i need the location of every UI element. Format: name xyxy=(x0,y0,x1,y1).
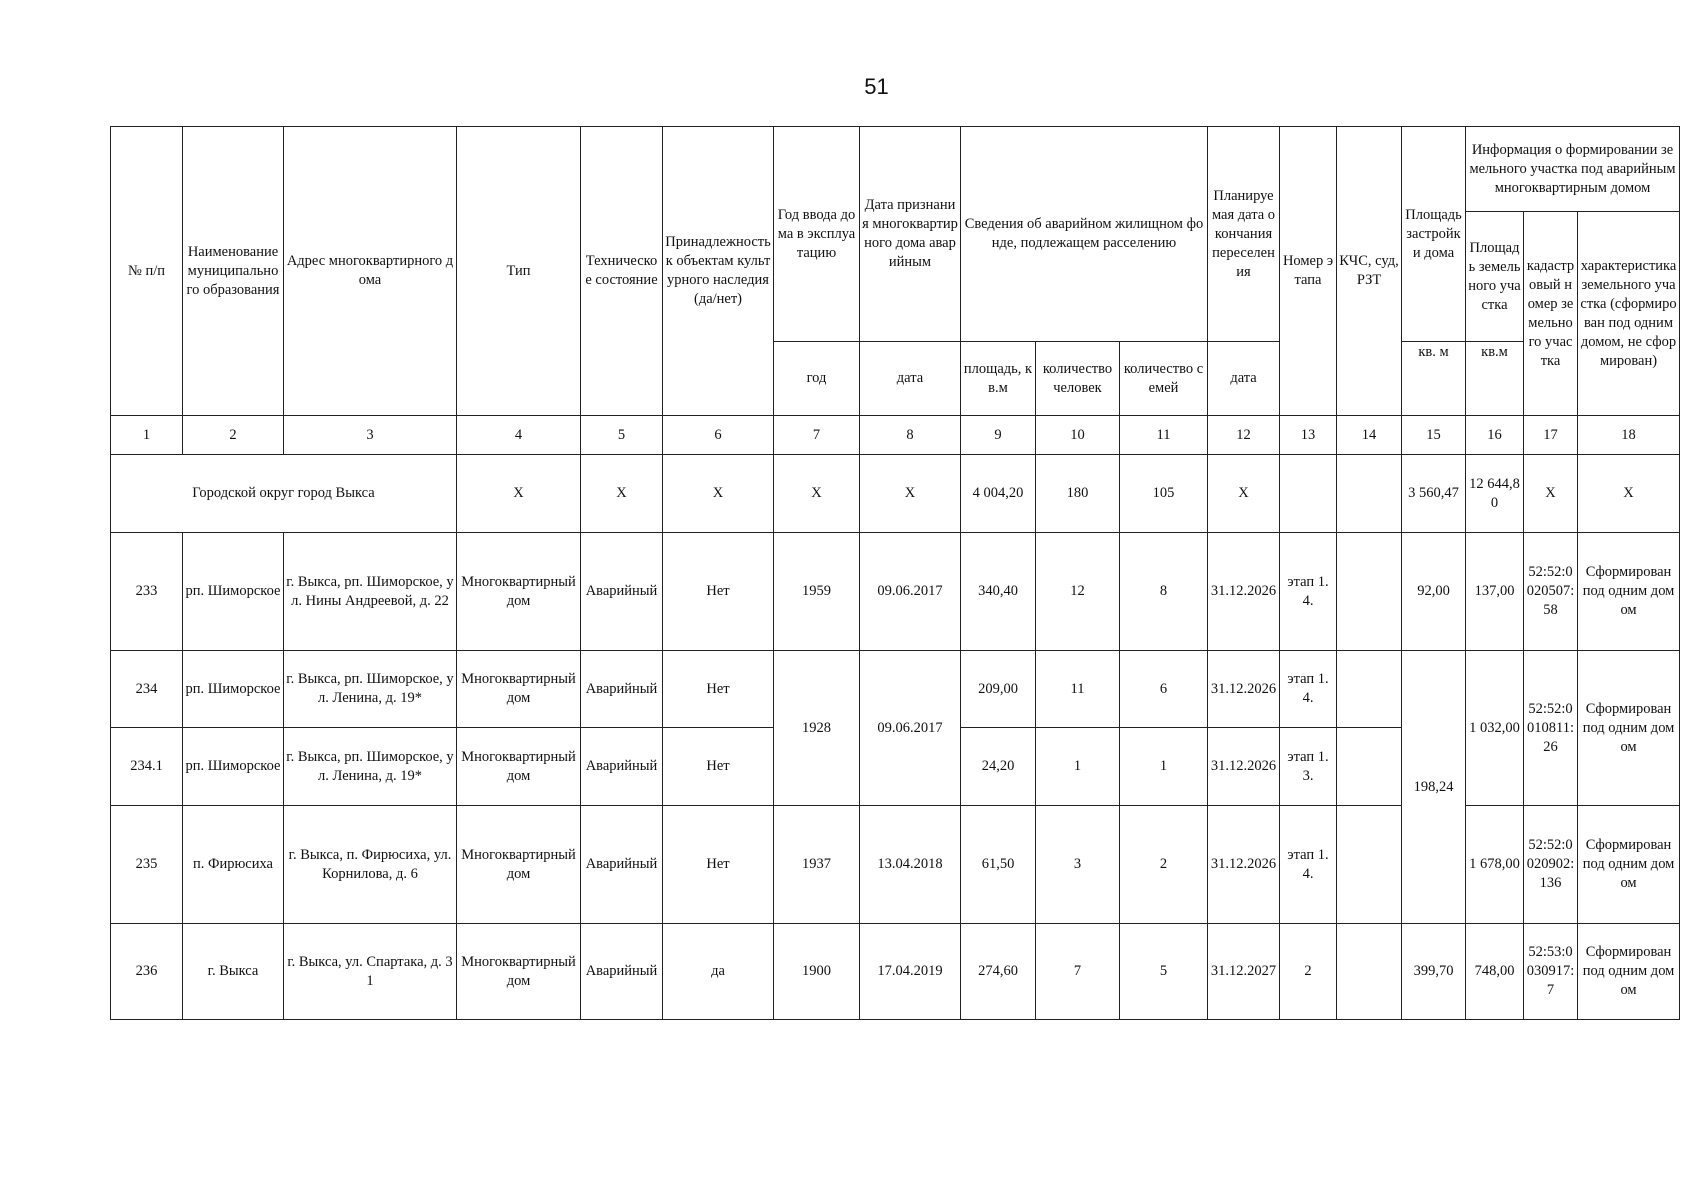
recognition-date: 17.04.2019 xyxy=(860,924,961,1020)
subheader-col-9: площадь, кв.м xyxy=(961,342,1036,416)
building-type: Многоквартирный дом xyxy=(457,728,581,806)
total-cell: X xyxy=(457,455,581,533)
recognition-date: 09.06.2017 xyxy=(860,651,961,806)
municipality: рп. Шиморское xyxy=(183,728,284,806)
total-people: 180 xyxy=(1036,455,1120,533)
land-characteristic: Сформирован под одним домом xyxy=(1578,806,1680,924)
area: 61,50 xyxy=(961,806,1036,924)
column-number: 10 xyxy=(1036,416,1120,455)
land-characteristic: Сформирован под одним домом xyxy=(1578,533,1680,651)
commission-year: 1937 xyxy=(774,806,860,924)
land-area: 137,00 xyxy=(1466,533,1524,651)
table-row xyxy=(111,924,1680,1020)
recognition-date: 13.04.2018 xyxy=(860,806,961,924)
technical-state: Аварийный xyxy=(581,806,663,924)
technical-state: Аварийный xyxy=(581,651,663,728)
people-count: 1 xyxy=(1036,728,1120,806)
people-count: 12 xyxy=(1036,533,1120,651)
column-number: 17 xyxy=(1524,416,1578,455)
subheader-col-10: количество человек xyxy=(1036,342,1120,416)
address: г. Выкса, рп. Шиморское, ул. Ленина, д. 19* xyxy=(284,651,457,728)
row-number: 233 xyxy=(111,533,183,651)
stage: этап 1.4. xyxy=(1280,806,1337,924)
people-count: 11 xyxy=(1036,651,1120,728)
total-land-area: 12 644,80 xyxy=(1466,455,1524,533)
total-cell xyxy=(1280,455,1337,533)
area: 274,60 xyxy=(961,924,1036,1020)
commission-year: 1959 xyxy=(774,533,860,651)
municipality: рп. Шиморское xyxy=(183,651,284,728)
column-number: 12 xyxy=(1208,416,1280,455)
subheader-col-8: дата xyxy=(860,342,961,416)
kchs xyxy=(1337,533,1402,651)
total-cell xyxy=(1337,455,1402,533)
table-row xyxy=(111,533,1680,651)
column-number: 15 xyxy=(1402,416,1466,455)
family-count: 1 xyxy=(1120,728,1208,806)
build-area: 399,70 xyxy=(1402,924,1466,1020)
land-area: 1 678,00 xyxy=(1466,806,1524,924)
header-col-9-11: Сведения об аварийном жилищном фонде, подлежащем расселению xyxy=(961,127,1208,342)
stage: этап 1.3. xyxy=(1280,728,1337,806)
build-area: 198,24 xyxy=(1402,651,1466,924)
technical-state: Аварийный xyxy=(581,533,663,651)
municipality: рп. Шиморское xyxy=(183,533,284,651)
build-area: 92,00 xyxy=(1402,533,1466,651)
header-col-3: Адрес многоквартирного дома xyxy=(284,127,457,416)
total-area: 4 004,20 xyxy=(961,455,1036,533)
land-area: 748,00 xyxy=(1466,924,1524,1020)
address: г. Выкса, рп. Шиморское, ул. Нины Андреевой, д. 22 xyxy=(284,533,457,651)
emergency-housing-table xyxy=(110,126,1680,1020)
column-number: 4 xyxy=(457,416,581,455)
family-count: 5 xyxy=(1120,924,1208,1020)
row-number: 234.1 xyxy=(111,728,183,806)
subheader-col-7: год xyxy=(774,342,860,416)
column-number: 5 xyxy=(581,416,663,455)
column-number: 14 xyxy=(1337,416,1402,455)
area: 24,20 xyxy=(961,728,1036,806)
cadastral-number: 52:52:0020902:136 xyxy=(1524,806,1578,924)
total-label: Городской округ город Выкса xyxy=(111,455,457,533)
header-col-12: Планируемая дата окончания переселения xyxy=(1208,127,1280,342)
header-col-1: № п/п xyxy=(111,127,183,416)
family-count: 6 xyxy=(1120,651,1208,728)
subheader-col-11: количество семей xyxy=(1120,342,1208,416)
kchs xyxy=(1337,728,1402,806)
total-build-area: 3 560,47 xyxy=(1402,455,1466,533)
address: г. Выкса, ул. Спартака, д. 31 xyxy=(284,924,457,1020)
family-count: 2 xyxy=(1120,806,1208,924)
total-cell: X xyxy=(1578,455,1680,533)
header-col-17: кадастровый номер земельного участка xyxy=(1524,212,1578,416)
cadastral-number: 52:53:0030917:7 xyxy=(1524,924,1578,1020)
end-date: 31.12.2026 xyxy=(1208,728,1280,806)
header-col-15: Площадь застройки дома xyxy=(1402,127,1466,342)
technical-state: Аварийный xyxy=(581,924,663,1020)
column-number: 8 xyxy=(860,416,961,455)
end-date: 31.12.2026 xyxy=(1208,533,1280,651)
header-col-8: Дата признания многоквартирного дома аварийным xyxy=(860,127,961,342)
total-cell: X xyxy=(774,455,860,533)
commission-year: 1900 xyxy=(774,924,860,1020)
end-date: 31.12.2026 xyxy=(1208,806,1280,924)
family-count: 8 xyxy=(1120,533,1208,651)
building-type: Многоквартирный дом xyxy=(457,806,581,924)
end-date: 31.12.2027 xyxy=(1208,924,1280,1020)
area: 209,00 xyxy=(961,651,1036,728)
column-number: 6 xyxy=(663,416,774,455)
header-col-5: Техническое состояние xyxy=(581,127,663,416)
cadastral-number: 52:52:0010811:26 xyxy=(1524,651,1578,806)
subheader-col-12: дата xyxy=(1208,342,1280,416)
total-cell: X xyxy=(860,455,961,533)
building-type: Многоквартирный дом xyxy=(457,924,581,1020)
stage: этап 1.4. xyxy=(1280,651,1337,728)
heritage: Нет xyxy=(663,651,774,728)
header-col-16: Площадь земельного участка xyxy=(1466,212,1524,342)
total-row xyxy=(111,455,1680,533)
header-col-16-18: Информация о формировании земельного участка под аварийным многоквартирным домом xyxy=(1466,127,1680,212)
row-number: 234 xyxy=(111,651,183,728)
kchs xyxy=(1337,924,1402,1020)
column-number: 7 xyxy=(774,416,860,455)
header-col-7: Год ввода дома в эксплуатацию xyxy=(774,127,860,342)
column-number: 9 xyxy=(961,416,1036,455)
column-number: 1 xyxy=(111,416,183,455)
column-number: 3 xyxy=(284,416,457,455)
row-number: 236 xyxy=(111,924,183,1020)
kchs xyxy=(1337,651,1402,728)
column-number: 13 xyxy=(1280,416,1337,455)
stage: этап 1.4. xyxy=(1280,533,1337,651)
commission-year: 1928 xyxy=(774,651,860,806)
people-count: 7 xyxy=(1036,924,1120,1020)
header-col-6: Принадлежность к объектам культурного наследия (да/нет) xyxy=(663,127,774,416)
people-count: 3 xyxy=(1036,806,1120,924)
municipality: г. Выкса xyxy=(183,924,284,1020)
header-col-18: характеристика земельного участка (сформирован под одним домом, не сформирован) xyxy=(1578,212,1680,416)
page-number: 51 xyxy=(864,74,889,99)
technical-state: Аварийный xyxy=(581,728,663,806)
kchs xyxy=(1337,806,1402,924)
column-number-row xyxy=(111,416,1680,455)
column-number: 11 xyxy=(1120,416,1208,455)
building-type: Многоквартирный дом xyxy=(457,533,581,651)
total-families: 105 xyxy=(1120,455,1208,533)
column-number: 16 xyxy=(1466,416,1524,455)
building-type: Многоквартирный дом xyxy=(457,651,581,728)
table-row xyxy=(111,651,1680,728)
recognition-date: 09.06.2017 xyxy=(860,533,961,651)
municipality: п. Фирюсиха xyxy=(183,806,284,924)
cadastral-number: 52:52:0020507:58 xyxy=(1524,533,1578,651)
total-cell: X xyxy=(581,455,663,533)
header-col-4: Тип xyxy=(457,127,581,416)
total-cell: X xyxy=(663,455,774,533)
heritage: Нет xyxy=(663,806,774,924)
header-col-14: КЧС, суд, РЗТ xyxy=(1337,127,1402,416)
land-characteristic: Сформирован под одним домом xyxy=(1578,651,1680,806)
column-number: 2 xyxy=(183,416,284,455)
column-number: 18 xyxy=(1578,416,1680,455)
land-area: 1 032,00 xyxy=(1466,651,1524,806)
address: г. Выкса, п. Фирюсиха, ул. Корнилова, д. 6 xyxy=(284,806,457,924)
end-date: 31.12.2026 xyxy=(1208,651,1280,728)
address: г. Выкса, рп. Шиморское, ул. Ленина, д. 19* xyxy=(284,728,457,806)
total-cell: X xyxy=(1524,455,1578,533)
subheader-col-15: кв. м xyxy=(1402,342,1466,416)
heritage: да xyxy=(663,924,774,1020)
heritage: Нет xyxy=(663,728,774,806)
land-characteristic: Сформирован под одним домом xyxy=(1578,924,1680,1020)
header-col-2: Наименование муниципального образования xyxy=(183,127,284,416)
row-number: 235 xyxy=(111,806,183,924)
area: 340,40 xyxy=(961,533,1036,651)
heritage: Нет xyxy=(663,533,774,651)
total-cell: X xyxy=(1208,455,1280,533)
subheader-col-16: кв.м xyxy=(1466,342,1524,416)
header-col-13: Номер этапа xyxy=(1280,127,1337,416)
stage: 2 xyxy=(1280,924,1337,1020)
